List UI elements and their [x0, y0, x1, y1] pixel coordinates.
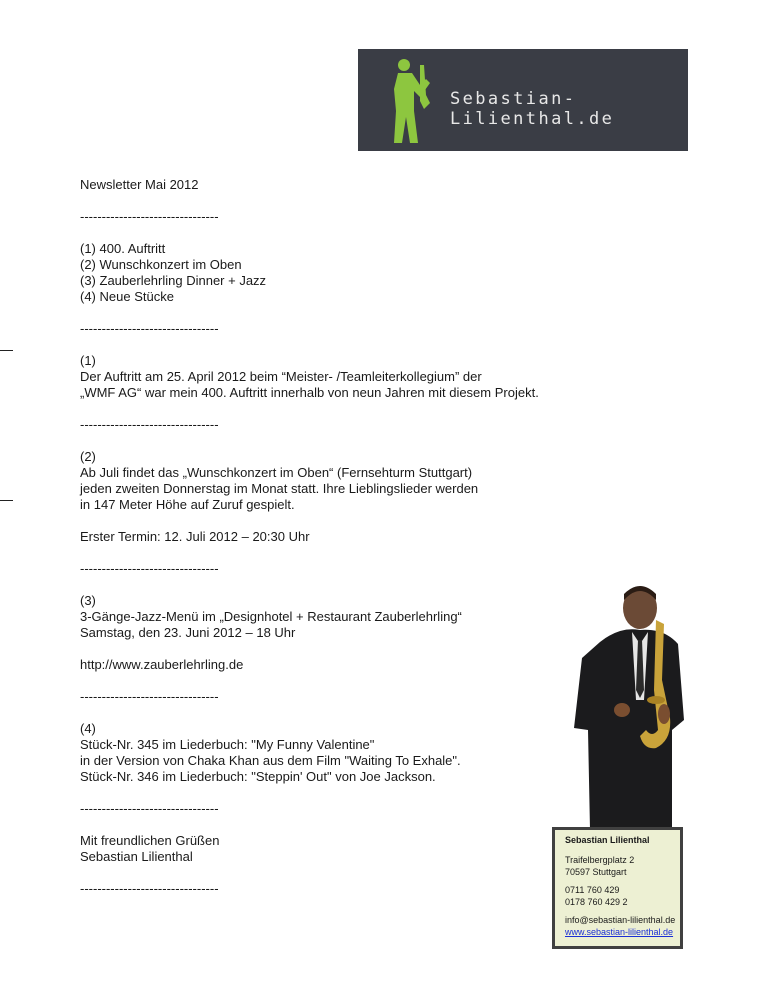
section-3-text: Samstag, den 23. Juni 2012 – 18 Uhr — [80, 625, 296, 640]
closing-signature: Sebastian Lilienthal — [80, 849, 193, 864]
saxophonist-logo-icon — [380, 55, 440, 147]
separator: -------------------------------- — [80, 881, 219, 896]
contact-name: Sebastian Lilienthal — [565, 835, 650, 845]
section-4-text: Stück-Nr. 345 im Liederbuch: "My Funny Valentine" — [80, 737, 375, 752]
logo-text: Sebastian-Lilienthal.de — [450, 89, 615, 129]
contact-email[interactable]: info@sebastian-lilienthal.de — [565, 915, 676, 925]
toc-item: (1) 400. Auftritt — [80, 241, 166, 256]
toc-item: (3) Zauberlehrling Dinner + Jazz — [80, 273, 267, 288]
newsletter-title: Newsletter Mai 2012 — [80, 177, 199, 192]
section-1-number: (1) — [80, 353, 96, 368]
margin-mark — [0, 350, 13, 351]
toc-item: (2) Wunschkonzert im Oben — [80, 257, 242, 272]
section-4-text: in der Version von Chaka Khan aus dem Film "Waiting To Exhale". — [80, 753, 461, 768]
separator: -------------------------------- — [80, 801, 219, 816]
logo-banner — [358, 49, 688, 151]
separator: -------------------------------- — [80, 689, 219, 704]
section-2-date: Erster Termin: 12. Juli 2012 – 20:30 Uhr — [80, 529, 310, 544]
section-2-number: (2) — [80, 449, 96, 464]
saxophonist-photo — [560, 580, 690, 830]
closing-greeting: Mit freundlichen Grüßen — [80, 833, 220, 848]
section-2-text: in 147 Meter Höhe auf Zuruf gespielt. — [80, 497, 295, 512]
contact-phone: 0711 760 429 — [565, 885, 620, 895]
section-2-text: Ab Juli findet das „Wunschkonzert im Oben“ (Fernsehturm Stuttgart) — [80, 465, 473, 480]
section-3-number: (3) — [80, 593, 96, 608]
contact-city: 70597 Stuttgart — [565, 867, 627, 877]
section-1-text: „WMF AG“ war mein 400. Auftritt innerhalb von neun Jahren mit diesem Projekt. — [80, 385, 539, 400]
section-1-text: Der Auftritt am 25. April 2012 beim “Meister- /Teamleiterkollegium” der — [80, 369, 482, 384]
section-3-text: 3-Gänge-Jazz-Menü im „Designhotel + Restaurant Zauberlehrling“ — [80, 609, 462, 624]
contact-mobile: 0178 760 429 2 — [565, 897, 628, 907]
separator: -------------------------------- — [80, 417, 219, 432]
section-3-url[interactable]: http://www.zauberlehrling.de — [80, 657, 244, 672]
separator: -------------------------------- — [80, 209, 219, 224]
section-4-number: (4) — [80, 721, 96, 736]
contact-card — [552, 827, 683, 949]
separator: -------------------------------- — [80, 561, 219, 576]
section-4-text: Stück-Nr. 346 im Liederbuch: "Steppin' Out" von Joe Jackson. — [80, 769, 436, 784]
newsletter-body — [80, 177, 539, 897]
contact-street: Traifelbergplatz 2 — [565, 855, 635, 865]
contact-website-link[interactable]: www.sebastian-lilienthal.de — [565, 927, 674, 937]
separator: -------------------------------- — [80, 321, 219, 336]
section-2-text: jeden zweiten Donnerstag im Monat statt. Ihre Lieblingslieder werden — [80, 481, 479, 496]
toc-item: (4) Neue Stücke — [80, 289, 174, 304]
margin-mark — [0, 500, 13, 501]
